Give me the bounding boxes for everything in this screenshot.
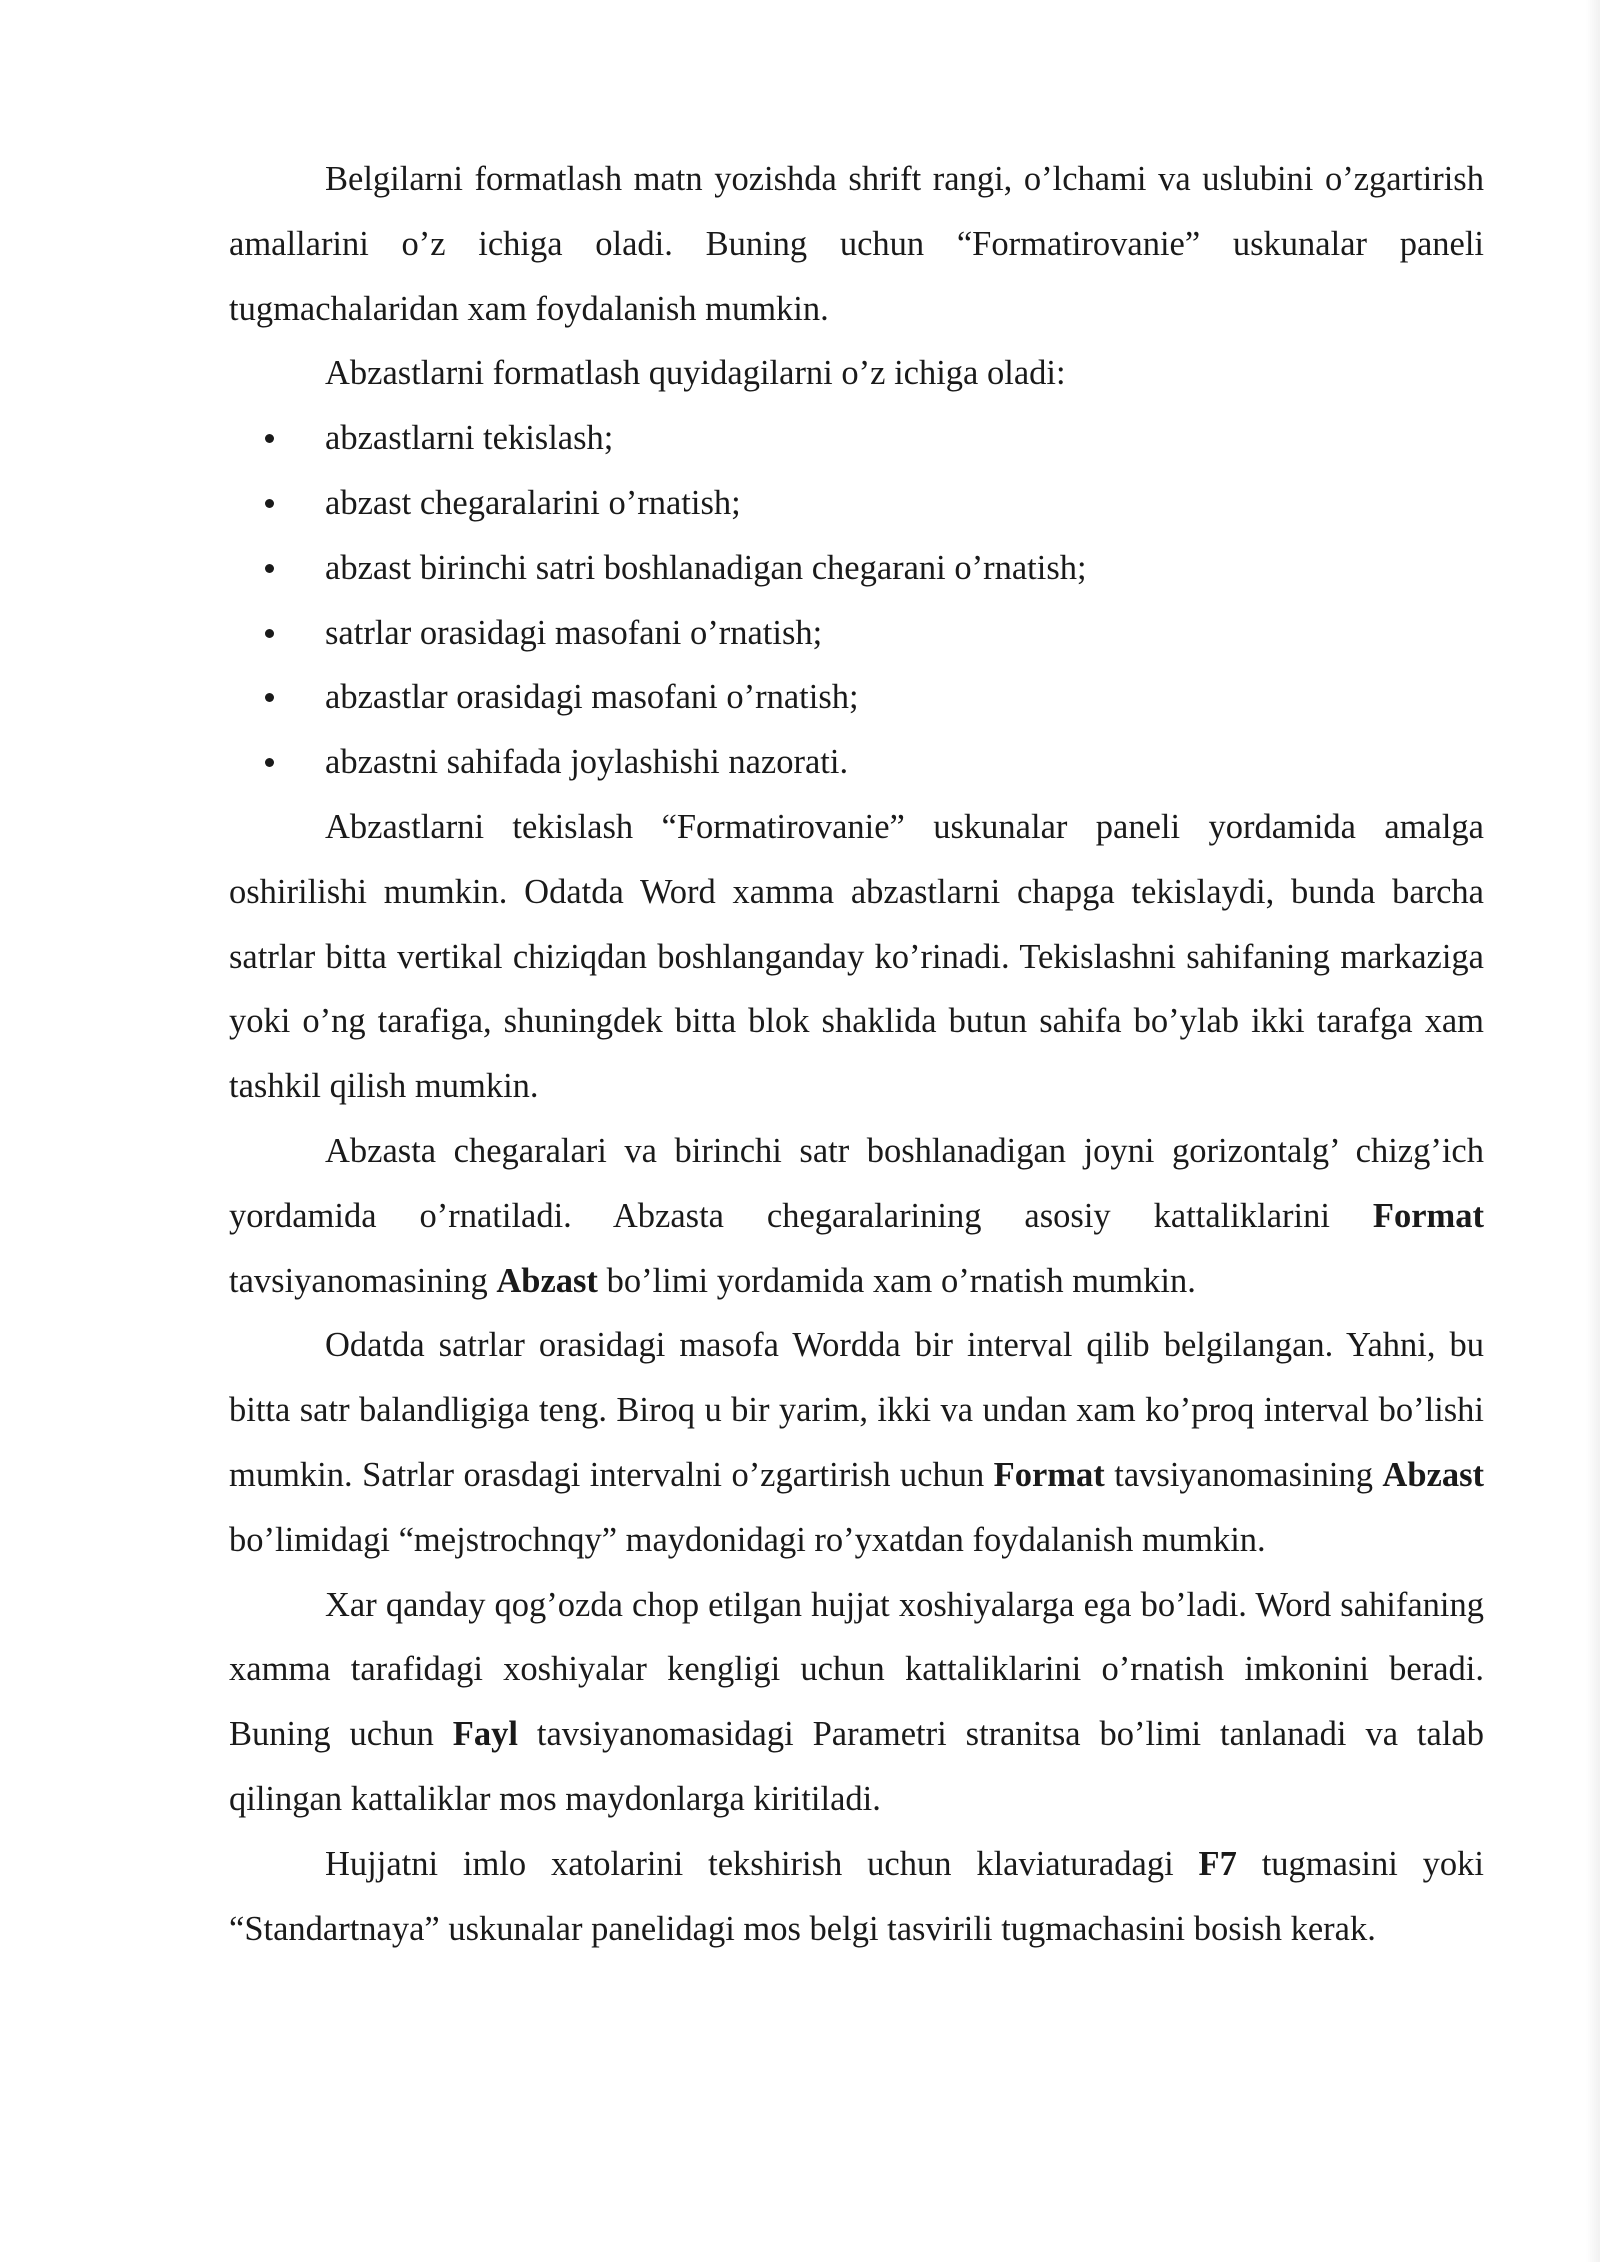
list-item-text: satrlar orasidagi masofani o’rnatish;: [325, 613, 823, 652]
bullet-icon: [265, 564, 274, 573]
text-run: bo’limidagi “mejstrochnqy” maydonidagi ro’yxatdan foydalanish mumkin.: [229, 1520, 1266, 1559]
list-item-text: abzastlar orasidagi masofani o’rnatish;: [325, 678, 859, 717]
list-item-text: abzast chegaralarini o’rnatish;: [325, 483, 741, 522]
list-item-text: abzastlarni tekislash;: [325, 419, 614, 458]
text-run: tavsiyanomasidagi Parametri stranitsa bo’limi tanlanadi va talab qilingan kattaliklar mos maydonlarga kiritiladi.: [229, 1715, 1484, 1818]
bold-term-format: Format: [1372, 1196, 1484, 1235]
list-item: [229, 665, 1484, 730]
text-run: Odatda satrlar orasidagi masofa Wordda bir interval qilib belgilangan. Yahni, bu bitta satr balandligiga teng. Biroq u bir yarim, ikki va undan xam ko’proq interval bo’lishi mumkin. Satrlar orasdagi intervalni o’zgartirish uchun: [229, 1326, 1484, 1494]
list-item: [229, 406, 1484, 471]
paragraph-indents: [229, 1119, 1484, 1313]
text-run: Abzasta chegaralari va birinchi satr boshlanadigan joyni gorizontalg’ chizg’ich yordamida o’rnatiladi. Abzasta chegaralarining asosiy kattaliklarini: [229, 1131, 1484, 1235]
bullet-icon: [265, 758, 274, 767]
paragraph-paragraph-formatting-intro: Abzastlarni formatlash quyidagilarni o’z ichiga oladi:: [325, 354, 1066, 393]
bold-term-format: Format: [993, 1455, 1105, 1494]
list-item: [229, 471, 1484, 536]
bullet-icon: [265, 434, 274, 443]
text-run: Xar qanday qog’ozda chop etilgan hujjat xoshiyalarga ega bo’ladi. Word sahifaning xamma tarafidagi xoshiyalar kengligi uchun kattaliklarini o’rnatish imkonini beradi. Buning uchun: [229, 1585, 1484, 1754]
bold-term-abzast: Abzast: [1382, 1455, 1484, 1494]
document-body: [229, 147, 1484, 1961]
list-item-text: abzast birinchi satri boshlanadigan chegarani o’rnatish;: [325, 548, 1087, 587]
page-edge-shadow: [1586, 0, 1600, 2262]
formatting-bullet-list: [229, 406, 1484, 795]
bold-term-fayl: Fayl: [452, 1715, 518, 1754]
list-item-text: abzastni sahifada joylashishi nazorati.: [325, 743, 849, 782]
text-run: tugmasini yoki “Standartnaya” uskunalar panelidagi mos belgi tasvirili tugmachasini bosish kerak.: [229, 1844, 1484, 1948]
text-run: Hujjatni imlo xatolarini tekshirish uchun klaviaturadagi: [325, 1844, 1199, 1883]
text-run: tavsiyanomasining: [229, 1261, 497, 1300]
list-item: [229, 730, 1484, 795]
list-item: [229, 536, 1484, 601]
list-item: [229, 601, 1484, 666]
bold-term-abzast: Abzast: [496, 1261, 598, 1300]
paragraph-line-spacing: [229, 1313, 1484, 1572]
paragraph-alignment: Abzastlarni tekislash “Formatirovanie” uskunalar paneli yordamida amalga oshirilishi mumkin. Odatda Word xamma abzastlarni chapga tekislaydi, bunda barcha satrlar bitta vertikal chiziqdan boshlanganday ko’rinadi. Tekislashni sahifaning markaziga yoki o’ng tarafiga, shuningdek bitta blok shaklida butun sahifa bo’ylab ikki tarafga xam tashkil qilish mumkin.: [229, 807, 1484, 1106]
bold-term-f7: F7: [1198, 1844, 1237, 1883]
paragraph-margins: [229, 1573, 1484, 1832]
paragraph-character-formatting: Belgilarni formatlash matn yozishda shrift rangi, o’lchami va uslubini o’zgartirish amallarini o’z ichiga oladi. Buning uchun “Formatirovanie” uskunalar paneli tugmachalaridan xam foydalanish mumkin.: [229, 160, 1484, 328]
bullet-icon: [265, 499, 274, 508]
text-run: tavsiyanomasining: [1104, 1455, 1383, 1494]
text-run: bo’limi yordamida xam o’rnatish mumkin.: [597, 1261, 1196, 1300]
paragraph-spell-check: [229, 1832, 1484, 1962]
bullet-icon: [265, 629, 274, 638]
bullet-icon: [265, 693, 274, 702]
